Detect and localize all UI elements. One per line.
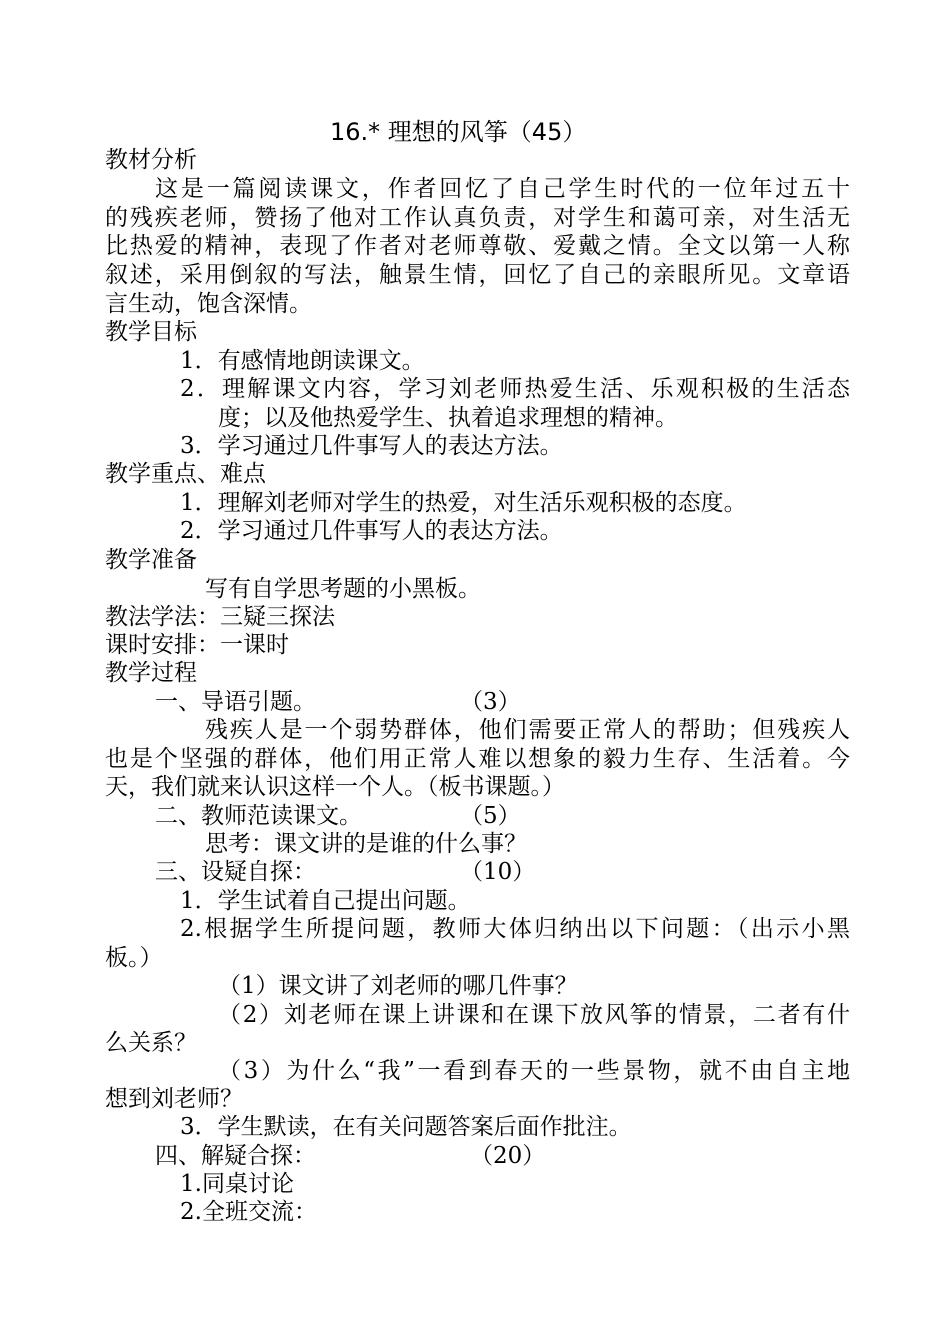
preparation-text: 写有自学思考题的小黑板。 <box>205 576 481 602</box>
lesson-title: 16.* 理想的风筝（45） <box>330 118 587 146</box>
step1-time: （3） <box>460 689 521 715</box>
section-heading-process: 教学过程 <box>105 660 197 686</box>
analysis-line: 这是一篇阅读课文，作者回忆了自己学生时代的一位年过五十 <box>155 176 850 202</box>
class-schedule: 课时安排：一课时 <box>105 632 289 658</box>
goal-item-continuation: 度；以及他热爱学生、执着追求理想的精神。 <box>218 405 678 431</box>
step3-time: （10） <box>460 859 536 885</box>
question-item-continuation: 想到刘老师？ <box>105 1086 243 1112</box>
analysis-line: 言生动，饱含深情。 <box>105 291 312 317</box>
step3-item: 1．学生试着自己提出问题。 <box>180 888 471 914</box>
step4-time: （20） <box>470 1143 546 1169</box>
goal-item: 1．有感情地朗读课文。 <box>180 348 425 374</box>
key-point-item: 1．理解刘老师对学生的热爱，对生活乐观积极的态度。 <box>180 490 747 516</box>
step1-line: 天，我们就来认识这样一个人。（板书课题。） <box>105 774 565 800</box>
goal-item: 3．学习通过几件事写人的表达方法。 <box>180 433 563 459</box>
section-heading-analysis: 教材分析 <box>105 147 197 173</box>
step1-label: 一、导语引题。 <box>155 689 316 715</box>
analysis-line: 叙述，采用倒叙的写法，触景生情，回忆了自己的亲眼所见。文章语 <box>105 262 850 288</box>
step4-item: 2.全班交流： <box>180 1199 317 1225</box>
step3-item: 2.根据学生所提问题，教师大体归纳出以下问题：（出示小黑 <box>180 916 850 942</box>
section-heading-preparation: 教学准备 <box>105 547 197 573</box>
step3-item: 3．学生默读，在有关问题答案后面作批注。 <box>180 1114 632 1140</box>
step3-label: 三、设疑自探： <box>155 859 316 885</box>
question-item-continuation: 么关系？ <box>105 1030 197 1056</box>
analysis-line: 的残疾老师，赞扬了他对工作认真负责，对学生和蔼可亲，对生活无 <box>105 205 850 231</box>
question-item: （1）课文讲了刘老师的哪几件事？ <box>218 973 578 999</box>
question-item: （2）刘老师在课上讲课和在课下放风筝的情景，二者有什 <box>218 1002 850 1028</box>
step1-line: 残疾人是一个弱势群体，他们需要正常人的帮助；但残疾人 <box>205 717 850 743</box>
step4-item: 1.同桌讨论 <box>180 1171 294 1197</box>
step2-text: 思考：课文讲的是谁的什么事？ <box>205 831 527 857</box>
step3-item-continuation: 板。） <box>105 945 163 971</box>
step1-line: 也是个坚强的群体，他们用正常人难以想象的毅力生存、生活着。今 <box>105 746 850 772</box>
teaching-method: 教法学法：三疑三探法 <box>105 604 335 630</box>
step2-label: 二、教师范读课文。 <box>155 803 362 829</box>
analysis-line: 比热爱的精神，表现了作者对老师尊敬、爱戴之情。全文以第一人称 <box>105 233 850 259</box>
goal-item: 2．理解课文内容，学习刘老师热爱生活、乐观积极的生活态 <box>180 376 850 402</box>
step4-label: 四、解疑合探： <box>155 1143 316 1169</box>
section-heading-goals: 教学目标 <box>105 319 197 345</box>
key-point-item: 2．学习通过几件事写人的表达方法。 <box>180 518 563 544</box>
section-heading-key-points: 教学重点、难点 <box>105 461 266 487</box>
step2-time: （5） <box>460 803 521 829</box>
question-item: （3）为什么“我”一看到春天的一些景物，就不由自主地 <box>218 1058 850 1084</box>
